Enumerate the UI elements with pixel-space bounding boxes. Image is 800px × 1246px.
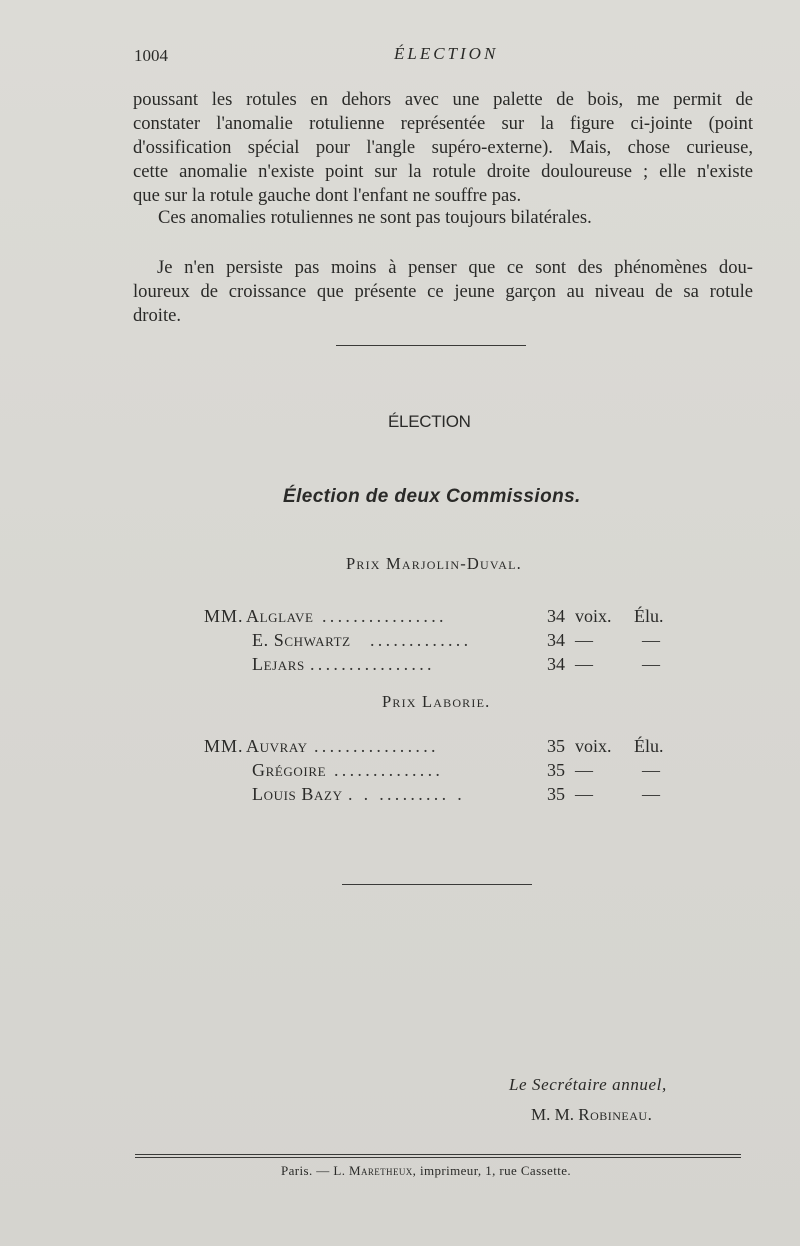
paragraph-2-line: Ces anomalies rotuliennes ne sont pas toujours bilatérales. — [158, 207, 592, 228]
mm-prefix: MM. — [204, 606, 244, 626]
vote-row — [0, 606, 800, 630]
vote-count: 34 — [547, 654, 565, 674]
signature-initials: M. M. — [531, 1105, 574, 1124]
vote-unit: — — [575, 784, 593, 804]
leader-dots: . . ......... . — [348, 784, 465, 804]
mm-prefix: MM. — [204, 736, 244, 756]
leader-dots: ............. — [370, 630, 472, 650]
candidate-name: Auvray — [246, 736, 308, 756]
prize-title: Prix Laborie. — [382, 692, 491, 711]
vote-result: Élu. — [634, 606, 664, 626]
imprint-city: Paris. — L. — [281, 1163, 346, 1178]
vote-unit: voix. — [575, 736, 612, 756]
candidate-name: Grégoire — [252, 760, 327, 780]
vote-result: — — [642, 654, 660, 674]
paragraph-3-line: loureux de croissance que présente ce jeune garçon au niveau de sa rotule — [133, 281, 753, 302]
prize-title: Prix Marjolin-Duval. — [346, 554, 522, 573]
running-head: ÉLECTION — [394, 44, 499, 63]
vote-row — [0, 654, 800, 678]
candidate-name: E. Schwartz — [252, 630, 351, 650]
signature-surname: Robineau. — [578, 1105, 653, 1124]
section-divider — [342, 884, 532, 885]
paragraph-3-line: Je n'en persiste pas moins à penser que ce sont des phénomènes dou- — [157, 257, 753, 278]
vote-count: 34 — [547, 606, 565, 626]
paragraph-3-line: droite. — [133, 305, 182, 326]
vote-result: — — [642, 784, 660, 804]
vote-unit: — — [575, 654, 593, 674]
vote-result: — — [642, 630, 660, 650]
vote-count: 35 — [547, 760, 565, 780]
paragraph-1-line: cette anomalie n'existe point sur la rotule droite douloureuse ; elle n'existe — [133, 161, 753, 182]
candidate-name: Alglave — [246, 606, 314, 626]
vote-row — [0, 630, 800, 654]
section-title: ÉLECTION — [388, 412, 471, 431]
vote-unit: voix. — [575, 606, 612, 626]
section-divider — [336, 345, 526, 346]
leader-dots: .............. — [334, 760, 444, 780]
vote-row — [0, 760, 800, 784]
signature-name — [531, 1105, 652, 1125]
vote-count: 35 — [547, 736, 565, 756]
imprint-address: , imprimeur, 1, rue Cassette. — [412, 1163, 572, 1178]
vote-row — [0, 736, 800, 760]
paragraph-1-line: poussant les rotules en dehors avec une palette de bois, me permit de — [133, 89, 753, 110]
page-number: 1004 — [134, 46, 168, 65]
paragraph-1 — [133, 88, 753, 208]
paragraph-3 — [133, 256, 753, 328]
paragraph-1-line: constater l'anomalie rotulienne représentée sur la figure ci-jointe (point — [133, 113, 753, 134]
signature-role: Le Secrétaire annuel, — [509, 1075, 667, 1094]
vote-result: — — [642, 760, 660, 780]
paragraph-1-line: d'ossification spécial pour l'angle supéro-externe). Mais, chose curieuse, — [133, 137, 753, 158]
imprint-printer: Maretheux — [349, 1163, 413, 1178]
footer-rule — [135, 1157, 741, 1158]
vote-count: 34 — [547, 630, 565, 650]
leader-dots: ................ — [314, 736, 439, 756]
leader-dots: ................ — [310, 654, 435, 674]
candidate-name: Lejars — [252, 654, 305, 674]
subsection-title: Élection de deux Commissions. — [283, 486, 581, 507]
vote-unit: — — [575, 630, 593, 650]
candidate-name: Louis Bazy — [252, 784, 343, 804]
footer-rule — [135, 1154, 741, 1155]
vote-unit: — — [575, 760, 593, 780]
paragraph-2 — [158, 206, 758, 230]
paragraph-1-line: que sur la rotule gauche dont l'enfant ne souffre pas. — [133, 185, 522, 206]
vote-row — [0, 784, 800, 808]
vote-result: Élu. — [634, 736, 664, 756]
printer-imprint — [281, 1163, 571, 1179]
leader-dots: ................ — [322, 606, 447, 626]
vote-count: 35 — [547, 784, 565, 804]
